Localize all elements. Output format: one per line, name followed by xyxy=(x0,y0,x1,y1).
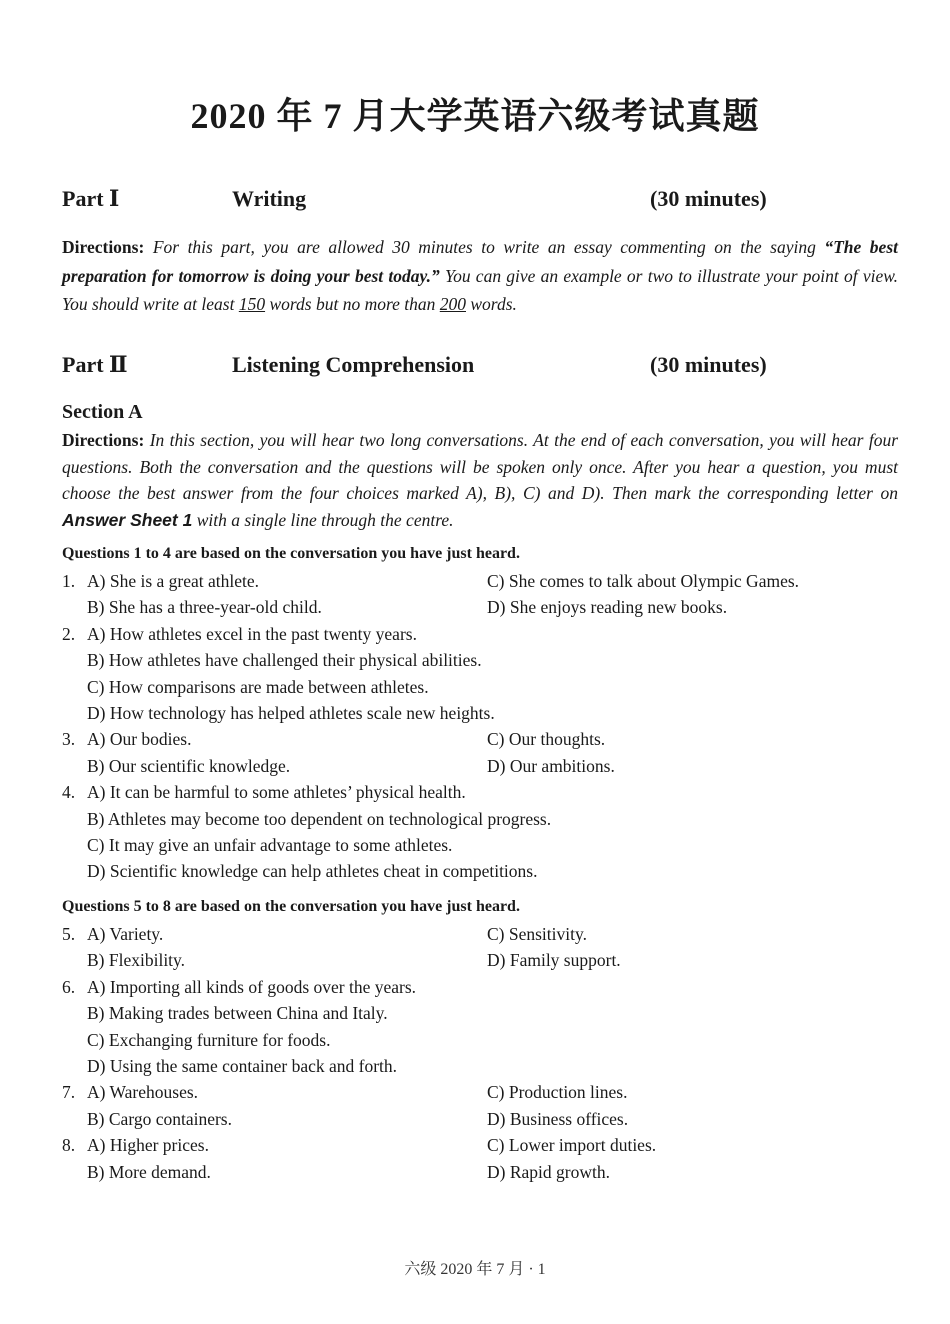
directions-text: For this part, you are allowed 30 minutes to write an essay commenting on the saying xyxy=(152,237,825,257)
answer-option: B) Making trades between China and Italy. xyxy=(87,1003,388,1024)
answer-option: C) Lower import duties. xyxy=(487,1135,657,1156)
answer-option: C) It may give an unfair advantage to some athletes. xyxy=(87,835,453,855)
answer-option: A) Our bodies. xyxy=(87,729,192,750)
answer-option: B) Cargo containers. xyxy=(87,1108,232,1129)
question-number: 5. xyxy=(62,924,76,944)
answer-option: C) Our thoughts. xyxy=(487,729,606,750)
question-number: 3. xyxy=(62,729,76,750)
answer-option: C) Production lines. xyxy=(487,1082,628,1103)
question-number: 7. xyxy=(62,1082,76,1103)
directions-label: Directions: xyxy=(62,430,145,450)
answer-option: C) She comes to talk about Olympic Games. xyxy=(487,571,800,591)
question-number: 1. xyxy=(62,571,76,591)
question-number: 2. xyxy=(62,623,76,644)
answer-option: A) How athletes excel in the past twenty years. xyxy=(87,623,417,644)
directions-text: In this section, you will hear two long conversations. At the end of each conversation, you will hear four questions. Both the conversation and the questions will be spoken only once. After you hear a question, you must choose the best answer from the four choices marked A), B), C) and D). Then mark the corresponding letter on xyxy=(62,430,899,503)
directions-label: Directions: xyxy=(62,237,145,257)
answer-option: D) Family support. xyxy=(487,950,621,971)
answer-option: D) She enjoys reading new books. xyxy=(487,597,728,618)
answer-sheet-ref: Answer Sheet 1 xyxy=(62,509,193,530)
part1-name: Writing xyxy=(232,186,307,211)
max-words: 200 xyxy=(439,294,466,314)
part1-directions xyxy=(62,233,898,319)
min-words: 150 xyxy=(238,294,266,314)
section-a-heading: Section A xyxy=(62,401,143,423)
page-title: 2020 年 7 月大学英语六级考试真题 xyxy=(190,96,760,136)
part2-directions xyxy=(62,427,898,533)
answer-option: A) Higher prices. xyxy=(87,1135,209,1156)
page-footer xyxy=(0,1260,950,1280)
answer-option: C) How comparisons are made between athletes. xyxy=(87,676,429,697)
answer-option: A) Importing all kinds of goods over the years. xyxy=(87,976,417,997)
answer-option: D) Our ambitions. xyxy=(487,755,615,776)
question-number: 4. xyxy=(62,782,76,803)
answer-option: C) Exchanging furniture for foods. xyxy=(87,1029,331,1050)
question-number: 8. xyxy=(62,1135,76,1156)
answer-option: C) Sensitivity. xyxy=(487,924,587,944)
answer-option: B) She has a three-year-old child. xyxy=(87,597,322,618)
footer-text: 六级 2020 年 7 月 · 1 xyxy=(404,1261,546,1278)
directions-text: words. xyxy=(466,294,517,314)
answer-option: A) She is a great athlete. xyxy=(87,571,260,591)
directions-text: You can give an example or two to illustrate your point of view. You should write at least xyxy=(62,265,898,314)
answer-option: B) Athletes may become too dependent on technological progress. xyxy=(87,808,552,829)
answer-option: D) Using the same container back and forth. xyxy=(87,1056,398,1076)
question-number: 6. xyxy=(62,976,76,997)
answer-option: D) Rapid growth. xyxy=(487,1161,610,1182)
answer-option: B) Flexibility. xyxy=(87,950,186,971)
part2-name: Listening Comprehension xyxy=(232,352,475,377)
answer-option: A) It can be harmful to some athletes’ physical health. xyxy=(87,782,466,803)
answer-option: A) Variety. xyxy=(87,924,164,944)
answer-option: B) How athletes have challenged their physical abilities. xyxy=(87,650,482,671)
answer-option: A) Warehouses. xyxy=(87,1082,199,1103)
part2-time: (30 minutes) xyxy=(650,352,767,377)
answer-option: D) How technology has helped athletes scale new heights. xyxy=(87,703,495,723)
quote-text: “The best preparation for tomorrow is doing your best today.” xyxy=(62,237,898,286)
part1-label: Part Ⅰ xyxy=(62,186,120,211)
answer-option: D) Business offices. xyxy=(487,1108,629,1129)
part2-label: Part Ⅱ xyxy=(62,352,128,377)
question-group-heading: Questions 1 to 4 are based on the conversation you have just heard. xyxy=(62,545,520,562)
answer-option: D) Scientific knowledge can help athletes cheat in competitions. xyxy=(87,861,538,882)
directions-text: words but no more than xyxy=(265,294,440,314)
directions-text: with a single line through the centre. xyxy=(192,509,454,530)
question-group-heading: Questions 5 to 8 are based on the conversation you have just heard. xyxy=(62,898,520,915)
answer-option: B) More demand. xyxy=(87,1161,211,1182)
answer-option: B) Our scientific knowledge. xyxy=(87,755,291,776)
part1-time: (30 minutes) xyxy=(650,186,767,211)
